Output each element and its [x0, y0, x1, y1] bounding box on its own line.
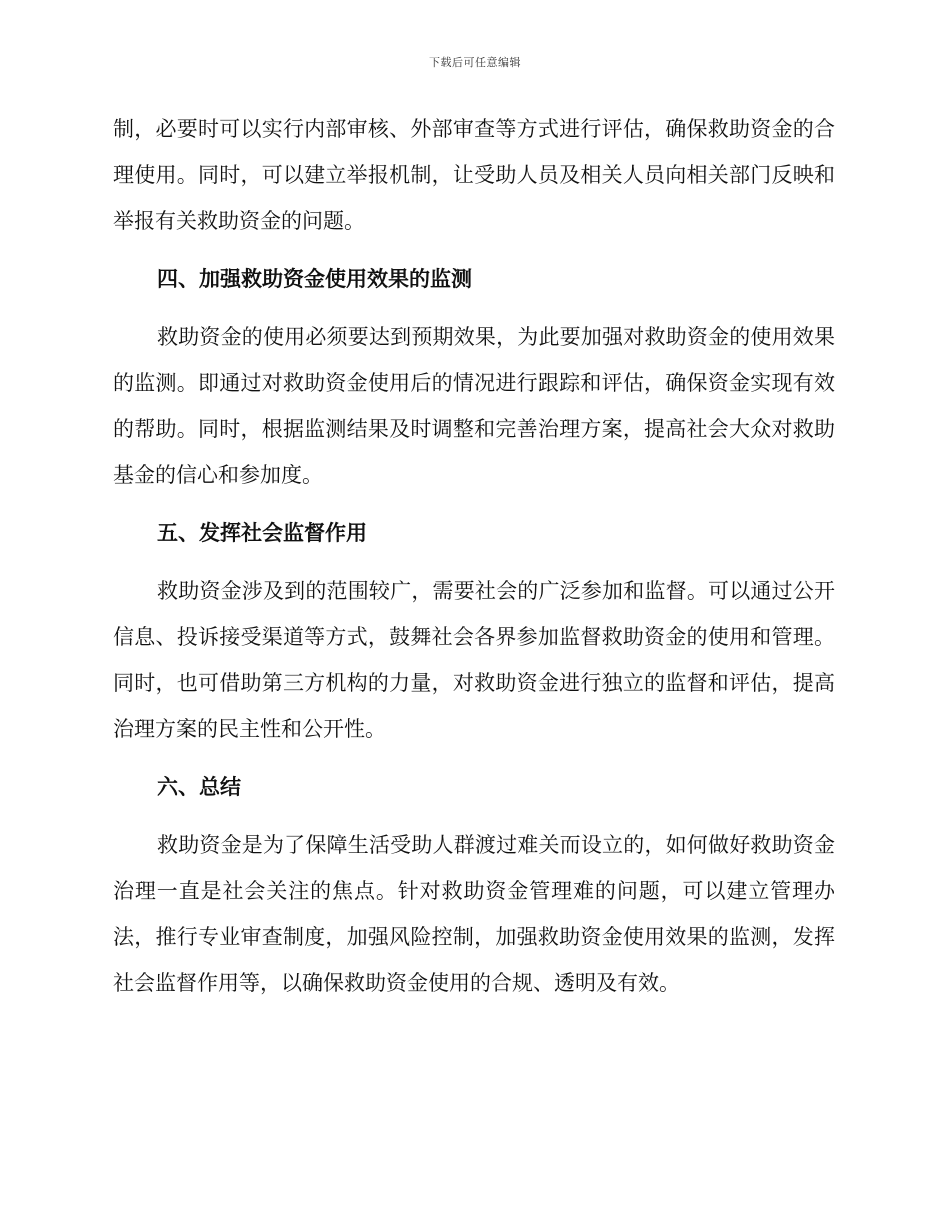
paragraph-social-supervision: 救助资金涉及到的范围较广，需要社会的广泛参加和监督。可以通过公开信息、投诉接受渠道等方式，鼓舞社会各界参加监督救助资金的使用和管理。同时，也可借助第三方机构的力量，对救助资金进行独立的监督和评估，提高治理方案的民主性和公开性。 [113, 579, 835, 741]
section-heading-5: 五、发挥社会监督作用 [157, 521, 367, 545]
paragraph-monitoring: 救助资金的使用必须要达到预期效果，为此要加强对救助资金的使用效果的监测。即通过对救助资金使用后的情况进行跟踪和评估，确保资金实现有效的帮助。同时，根据监测结果及时调整和完善治理方案，提高社会大众对救助基金的信心和参加度。 [113, 325, 835, 487]
paragraph-continuation: 制，必要时可以实行内部审核、外部审查等方式进行评估，确保救助资金的合理使用。同时，可以建立举报机制，让受助人员及相关人员向相关部门反映和举报有关救助资金的问题。 [113, 117, 835, 233]
header-note: 下载后可任意编辑 [429, 56, 521, 69]
paragraph-summary: 救助资金是为了保障生活受助人群渡过难关而设立的，如何做好救助资金治理一直是社会关注的焦点。针对救助资金管理难的问题，可以建立管理办法，推行专业审查制度，加强风险控制，加强救助资金使用效果的监测，发挥社会监督作用等，以确保救助资金使用的合规、透明及有效。 [113, 833, 835, 995]
section-heading-4: 四、加强救助资金使用效果的监测 [157, 267, 472, 291]
document-body [113, 106, 835, 1006]
section-heading-6: 六、总结 [157, 775, 241, 799]
